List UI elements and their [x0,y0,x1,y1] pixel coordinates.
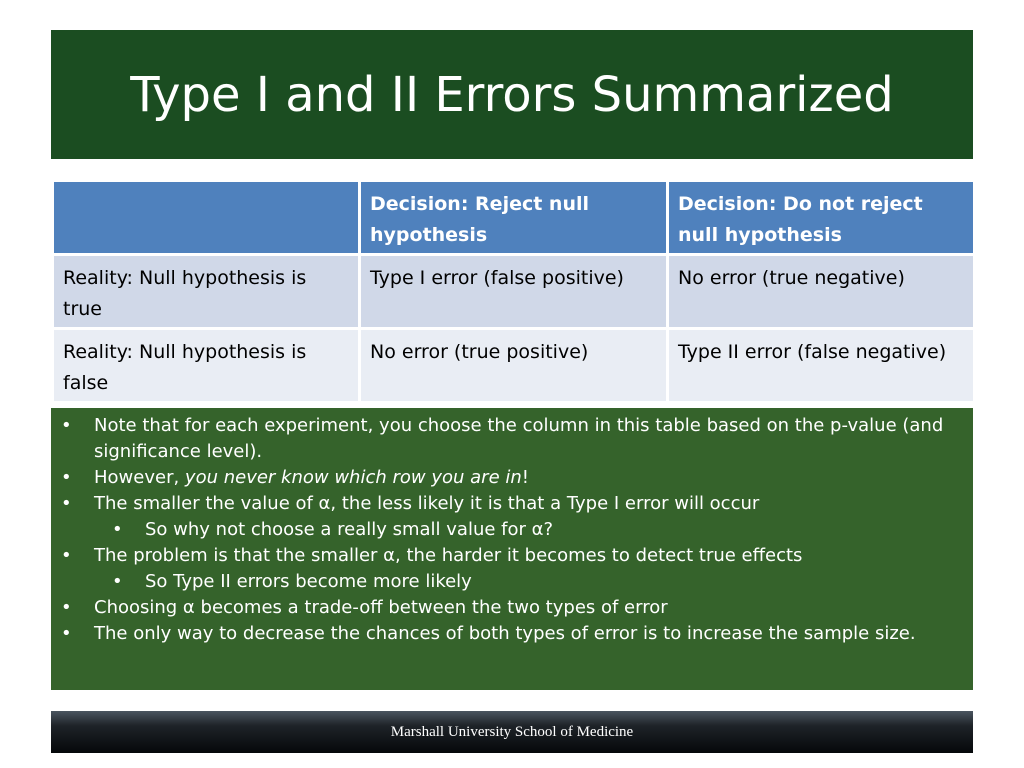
table-header-cell: Decision: Do not reject null hypothesis [668,181,975,255]
table-row [53,329,975,403]
bullet-icon: • [112,571,123,592]
table-header-row [53,181,975,255]
list-item-text: However, [94,467,185,488]
list-item [61,465,959,491]
table-header-cell [53,181,360,255]
list-item [61,621,959,647]
table-row-header: Reality: Null hypothesis is false [53,329,360,403]
sub-list-item [61,517,959,543]
table-row [53,255,975,329]
error-summary-table [51,179,976,404]
title-bar [51,30,973,159]
table-cell: Type I error (false positive) [360,255,668,329]
footer-text: Marshall University School of Medicine [390,723,634,740]
list-item [61,413,959,465]
bullet-icon: • [61,415,72,436]
list-item-text: Note that for each experiment, you choose the column in this table based on the p-value (and significance level). [94,415,944,462]
slide-title: Type I and II Errors Summarized [130,66,894,123]
list-item-text: ! [521,467,529,488]
notes-box [51,408,973,690]
list-item-text: So why not choose a really small value for α? [145,519,554,540]
notes-list [61,413,959,647]
list-item-text: The smaller the value of α, the less likely it is that a Type I error will occur [94,493,760,514]
list-item-text: Choosing α becomes a trade-off between the two types of error [94,597,668,618]
list-item-text: The only way to decrease the chances of both types of error is to increase the sample size. [94,623,916,644]
table-cell: Type II error (false negative) [668,329,975,403]
bullet-icon: • [61,493,72,514]
footer-bar [51,711,973,753]
list-item [61,543,959,569]
list-item-emphasis: you never know which row you are in [184,467,522,488]
table-cell: No error (true negative) [668,255,975,329]
table-row-header: Reality: Null hypothesis is true [53,255,360,329]
list-item-text: So Type II errors become more likely [145,571,472,592]
bullet-icon: • [61,467,72,488]
table-header-cell: Decision: Reject null hypothesis [360,181,668,255]
list-item-text: The problem is that the smaller α, the harder it becomes to detect true effects [94,545,803,566]
bullet-icon: • [112,519,123,540]
table-cell: No error (true positive) [360,329,668,403]
bullet-icon: • [61,545,72,566]
list-item [61,595,959,621]
list-item [61,491,959,517]
bullet-icon: • [61,597,72,618]
bullet-icon: • [61,623,72,644]
sub-list-item [61,569,959,595]
